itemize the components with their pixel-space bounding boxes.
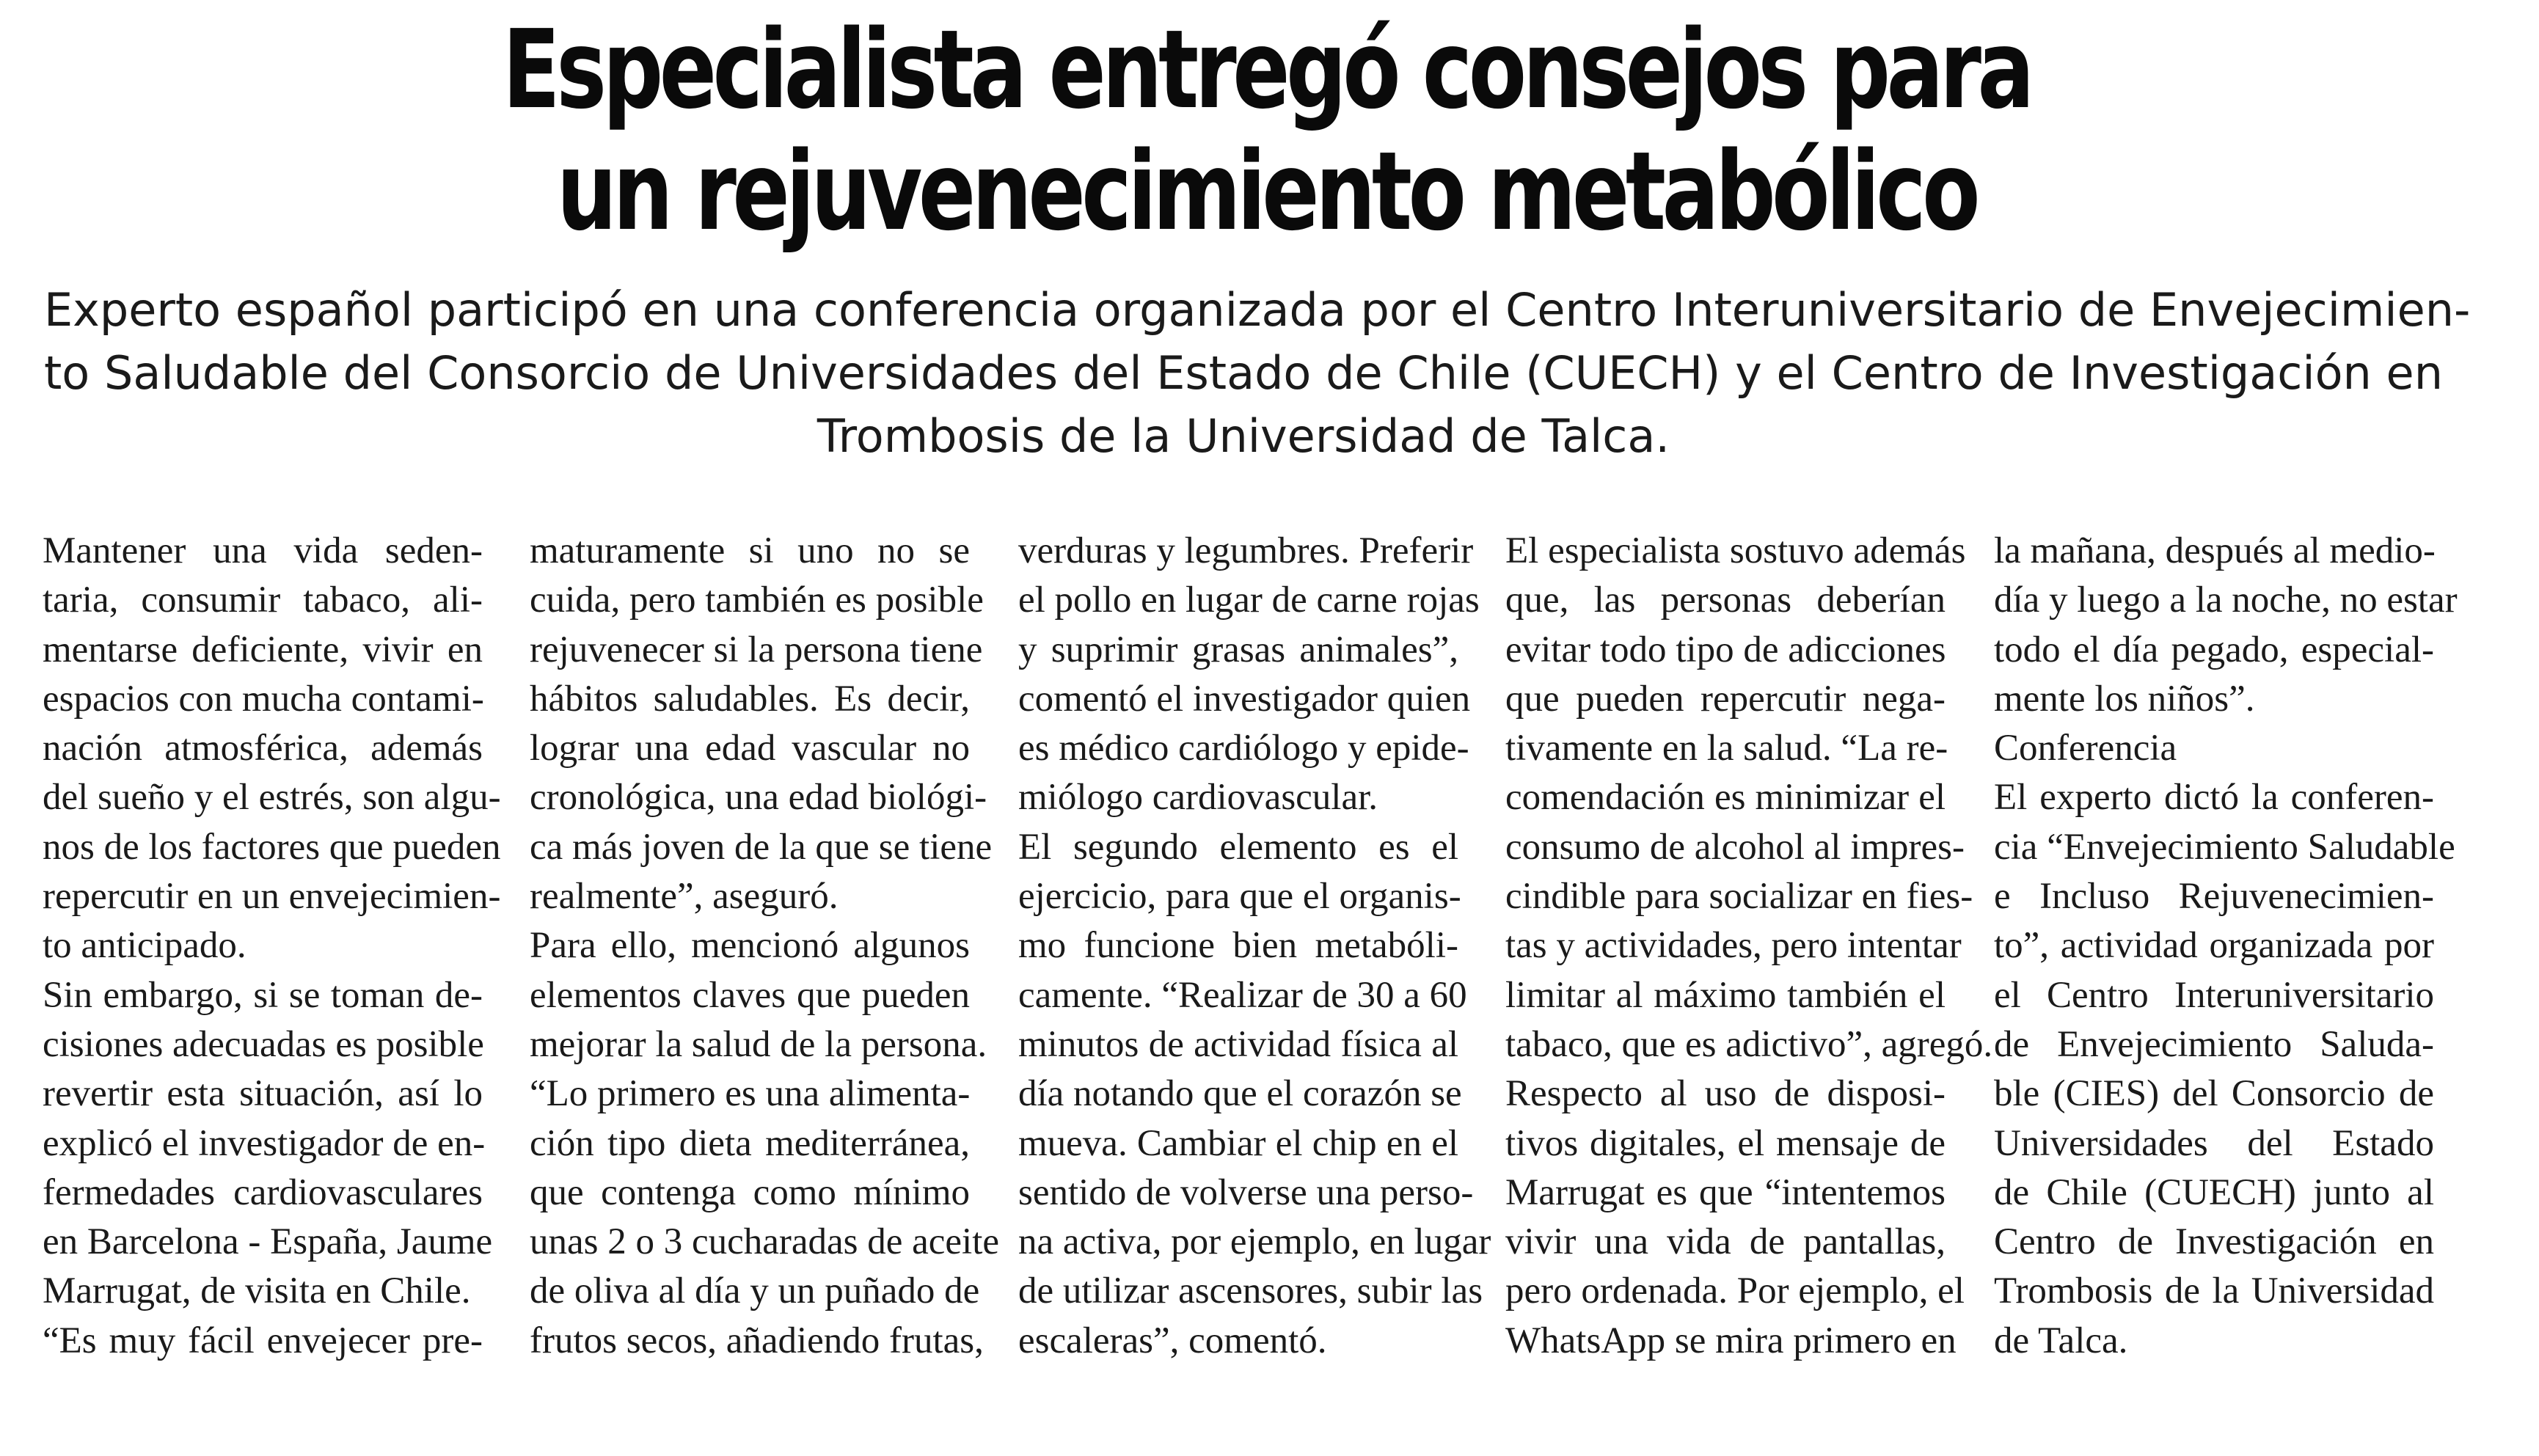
body-line: Centro de Investigación en [1994,1221,2434,1263]
body-line: tabaco, que es adictivo”, agregó. [1505,1023,1993,1065]
body-line: que pueden repercutir nega- [1505,678,1946,720]
body-line: na activa, por ejemplo, en lugar [1018,1221,1491,1263]
body-line: tas y actividades, pero intentar [1505,925,1962,967]
body-line: unas 2 o 3 cucharadas de aceite [530,1221,1000,1263]
body-line: limitar al máximo también el [1505,974,1946,1016]
body-line: Para ello, mencionó algunos [530,925,970,967]
body-line: ejercicio, para que el organis- [1018,876,1461,918]
body-line: pero ordenada. Por ejemplo, el [1505,1270,1965,1312]
body-line: cronológica, una edad biológi- [530,777,987,819]
body-line: día y luego a la noche, no estar [1994,579,2458,621]
body-line: cisiones adecuadas es posible [43,1023,484,1065]
body-line: fermedades cardiovasculares [43,1171,483,1213]
body-line: de utilizar ascensores, subir las [1018,1270,1483,1312]
body-line: realmente”, aseguró. [530,876,839,918]
headline-line: un rejuvenecimiento metabólico [556,128,1977,255]
body-line: comentó el investigador quien [1018,678,1471,720]
body-line: verduras y legumbres. Preferir [1018,530,1474,571]
body-line: repercutir en un envejecimien- [43,876,501,918]
body-line: explicó el investigador de en- [43,1122,486,1164]
body-line: en Barcelona - España, Jaume [43,1221,493,1263]
body-line: el Centro Interuniversitario [1994,974,2434,1016]
article-column-5 [1994,527,2458,1366]
body-line: El experto dictó la conferen- [1994,777,2434,819]
body-line: “Lo primero es una alimenta- [530,1073,971,1115]
body-line: Sin embargo, si se toman de- [43,974,483,1016]
body-line: que, las personas deberían [1505,579,1946,621]
body-line: cia “Envejecimiento Saludable [1994,826,2455,868]
body-line: ble (CIES) del Consorcio de [1994,1073,2434,1115]
body-line: sentido de volverse una perso- [1018,1171,1474,1213]
body-line: Mantener una vida seden- [43,530,483,571]
body-line: de oliva al día y un puñado de [530,1270,980,1312]
body-line: de Chile (CUECH) junto al [1994,1171,2434,1213]
body-line: comendación es minimizar el [1505,777,1946,819]
body-line: que contenga como mínimo [530,1171,970,1213]
body-line: tivamente en la salud. “La re- [1505,728,1948,769]
body-line: día notando que el corazón se [1018,1073,1462,1115]
body-line: escaleras”, comentó. [1018,1320,1327,1361]
article-column-4 [1505,527,1993,1366]
body-line: y suprimir grasas animales”, [1018,629,1458,670]
body-line: El especialista sostuvo además [1505,530,1966,571]
body-line: tivos digitales, el mensaje de [1505,1122,1946,1164]
body-line: taria, consumir tabaco, ali- [43,579,483,621]
headline [277,7,2257,255]
body-line: rejuvenecer si la persona tiene [530,629,983,670]
body-line: revertir esta situación, así lo [43,1073,483,1115]
body-line: consumo de alcohol al impres- [1505,826,1965,868]
body-line: mo funcione bien metabóli- [1018,925,1458,967]
body-line: Respecto al uso de disposi- [1505,1073,1946,1115]
section-subheading: Conferencia [1994,728,2177,769]
body-line: minutos de actividad física al [1018,1023,1458,1065]
article-column-1 [43,527,501,1366]
body-line: mentarse deficiente, vivir en [43,629,483,670]
body-line: to”, actividad organizada por [1994,925,2434,967]
body-line: hábitos saludables. Es decir, [530,678,970,720]
body-line: evitar todo tipo de adicciones [1505,629,1946,670]
body-line: de Envejecimiento Saluda- [1994,1023,2434,1065]
body-line: nos de los factores que pueden [43,826,501,868]
body-line: maturamente si uno no se [530,530,970,571]
body-line: mueva. Cambiar el chip en el [1018,1122,1458,1164]
body-line: Universidades del Estado [1994,1122,2434,1164]
body-line: nación atmosférica, además [43,728,483,769]
body-line: e Incluso Rejuvenecimien- [1994,876,2434,918]
body-line: el pollo en lugar de carne rojas [1018,579,1480,621]
body-line: mejorar la salud de la persona. [530,1023,987,1065]
body-line: del sueño y el estrés, son algu- [43,777,501,819]
subheadline-line: Experto español participó en una conferencia organizada por el Centro Interuniversitario de Envejecimien- [44,283,2471,337]
body-line: es médico cardiólogo y epide- [1018,728,1469,769]
article-column-2 [530,527,1000,1366]
body-line: “Es muy fácil envejecer pre- [43,1320,483,1361]
body-line: cuida, pero también es posible [530,579,984,621]
body-line: lograr una edad vascular no [530,728,970,769]
body-line: de Talca. [1994,1320,2128,1361]
body-line: Marrugat es que “intentemos [1505,1171,1946,1213]
article-column-3 [1018,527,1491,1366]
body-line: vivir una vida de pantallas, [1505,1221,1946,1263]
subheadline-line: Trombosis de la Universidad de Talca. [817,409,1670,463]
body-line: to anticipado. [43,925,246,967]
headline-line: Especialista entregó consejos para [502,7,2031,133]
body-line: mente los niños”. [1994,678,2255,720]
body-line: cindible para socializar en fies- [1505,876,1973,918]
body-line: miólogo cardiovascular. [1018,777,1378,819]
body-line: Trombosis de la Universidad [1994,1270,2434,1312]
body-line: ción tipo dieta mediterránea, [530,1122,970,1164]
body-line: Marrugat, de visita en Chile. [43,1270,471,1312]
body-line: la mañana, después al medio- [1994,530,2436,571]
subheadline [44,279,2471,468]
body-line: espacios con mucha contami- [43,678,484,720]
body-line: todo el día pegado, especial- [1994,629,2434,670]
body-line: WhatsApp se mira primero en [1505,1320,1957,1361]
body-line: elementos claves que pueden [530,974,970,1016]
body-line: El segundo elemento es el [1018,826,1458,868]
body-line: ca más joven de la que se tiene [530,826,993,868]
subheadline-line: to Saludable del Consorcio de Universidades del Estado de Chile (CUECH) y el Centro de Investigación en [44,346,2443,400]
body-line: frutos secos, añadiendo frutas, [530,1320,984,1361]
body-line: camente. “Realizar de 30 a 60 [1018,974,1467,1016]
